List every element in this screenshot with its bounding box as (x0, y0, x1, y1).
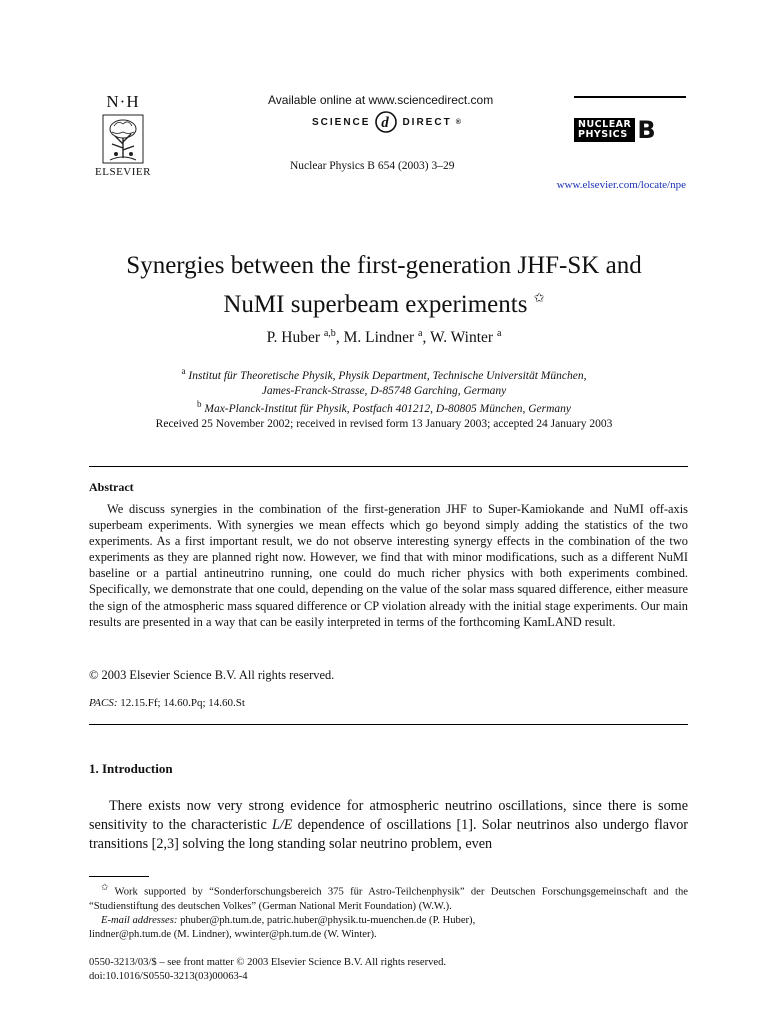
received-dates: Received 25 November 2002; received in revised form 13 January 2003; accepted 24 January 2003 (155, 418, 613, 430)
abstract-copyright: © 2003 Elsevier Science B.V. All rights reserved. (89, 668, 335, 682)
logo-box (574, 118, 686, 142)
title-line-2-text: NuMI superbeam experiments (223, 291, 528, 318)
bottom-info (89, 956, 446, 984)
affiliation-b-text: Max-Planck-Institut für Physik, Postfach 401212, D-80805 München, Germany (204, 402, 572, 415)
logo-letter: B (637, 116, 656, 144)
paper-title (60, 250, 708, 321)
title-footnote-star[interactable]: ✩ (533, 290, 545, 305)
affiliation-b (60, 397, 708, 417)
sd-left-word: SCIENCE (312, 116, 371, 128)
affiliation-a (60, 364, 708, 399)
footnote-text: Work supported by “Sonderforschungsbereich 375 für Astro-Teilchenphysik” der Deutschen Forschungsgemeinschaft and the “Studienstiftung des deutschen Volkes” (German National Merit Foundation) (W.W.). (89, 886, 688, 912)
available-online-text: Available online at www.sciencedirect.com (268, 93, 494, 107)
journal-citation: Nuclear Physics B 654 (2003) 3–29 (290, 160, 455, 172)
pacs-codes (89, 697, 245, 709)
introduction-text (89, 797, 688, 854)
abstract-text: We discuss synergies in the combination of the first-generation JHF to Super-Kamiokande and NuMI off-axis superbeam experiments. With synergies we mean effects which go beyond simply adding the statistics of the two experiments. As a first important result, we do not observe interesting synergy effects in the combination of the two experiments as they are planned right now. However, we find that with minor modifications, such as a different NuMI baseline or a partial antineutrino running, one could do much richer physics with both experiments combined. Specifically, we demonstrate that one could, depending on the value of the solar mass squared difference, either measure the sign of the atmospheric mass squared difference or CP violation already with the initial stage experiments. Our main results are presented in a way that can be easily interpreted in terms of the forthcoming KamLAND result. (89, 502, 688, 629)
sciencedirect-logo (312, 110, 461, 134)
logo-rule (574, 96, 686, 98)
pacs-label: PACS: (89, 697, 118, 709)
email-label: E-mail addresses: (101, 914, 178, 926)
author-lindner-affil[interactable]: a (418, 328, 423, 339)
affiliation-a-line-1: Institut für Theoretische Physik, Physik Department, Technische Universität München, (188, 369, 587, 382)
abstract-body (89, 501, 688, 630)
email-line-2[interactable]: lindner@ph.tum.de (M. Lindner), wwinter@ph.tum.de (W. Winter). (89, 928, 377, 940)
elsevier-tree-icon (102, 114, 144, 164)
doi-line[interactable]: doi:10.1016/S0550-3213(03)00063-4 (89, 971, 248, 982)
affiliation-b-label: b (196, 399, 202, 409)
sciencedirect-at-icon (374, 110, 398, 134)
author-lindner: M. Lindner (343, 329, 415, 347)
nuclear-physics-b-logo (574, 96, 686, 142)
intro-text-part-2: dependence of oscillations [1]. Solar neutrinos also undergo flavor transitions [2,3] solving the long standing solar neutrino problem, even (89, 817, 689, 852)
footnote (89, 880, 688, 942)
top-divider (89, 466, 688, 467)
logo-words (574, 118, 635, 142)
elsevier-logo (88, 92, 158, 178)
issn-line: 0550-3213/03/$ – see front matter © 2003 Elsevier Science B.V. All rights reserved. (89, 957, 447, 968)
author-huber: P. Huber (266, 329, 320, 347)
sd-registered-mark: ® (455, 118, 461, 126)
bottom-divider (89, 724, 688, 725)
svg-text:d: d (381, 115, 392, 131)
affiliation-a-line-2: James-Franck-Strasse, D-85748 Garching, Germany (261, 384, 507, 397)
logo-line-1: NUCLEAR (578, 119, 632, 130)
pacs-values: 12.15.Ff; 14.60.Pq; 14.60.St (120, 697, 245, 709)
footnote-rule (89, 876, 149, 877)
journal-url-link[interactable]: www.elsevier.com/locate/npe (556, 179, 686, 191)
sd-right-word: DIRECT (402, 116, 452, 128)
intro-text-part-1: There exists now very strong evidence for atmospheric neutrino oscillations, since there is some sensitivity to the characteristic (89, 798, 688, 833)
author-winter-affil[interactable]: a (496, 328, 502, 339)
affiliation-a-label: a (181, 366, 186, 376)
title-line-2 (60, 282, 708, 321)
publisher-mark: N·H (106, 92, 140, 111)
publisher-name: ELSEVIER (95, 166, 151, 178)
footnote-star: ✩ (101, 882, 109, 892)
abstract-heading: Abstract (89, 480, 134, 494)
author-winter: W. Winter (429, 329, 494, 347)
author-huber-affil[interactable]: a,b (323, 328, 336, 339)
email-line-1[interactable]: phuber@ph.tum.de, patric.huber@physik.tu-muenchen.de (P. Huber), (180, 914, 476, 926)
section-heading: 1. Introduction (89, 761, 173, 776)
title-line-1: Synergies between the first-generation JHF-SK and (126, 252, 642, 279)
intro-le-symbol: L/E (271, 817, 293, 833)
author-list: P. Huber $^{a,b}$, M. Lindner $^a$, W. Winter $^a$ (266, 328, 502, 347)
logo-line-2: PHYSICS (578, 129, 628, 140)
